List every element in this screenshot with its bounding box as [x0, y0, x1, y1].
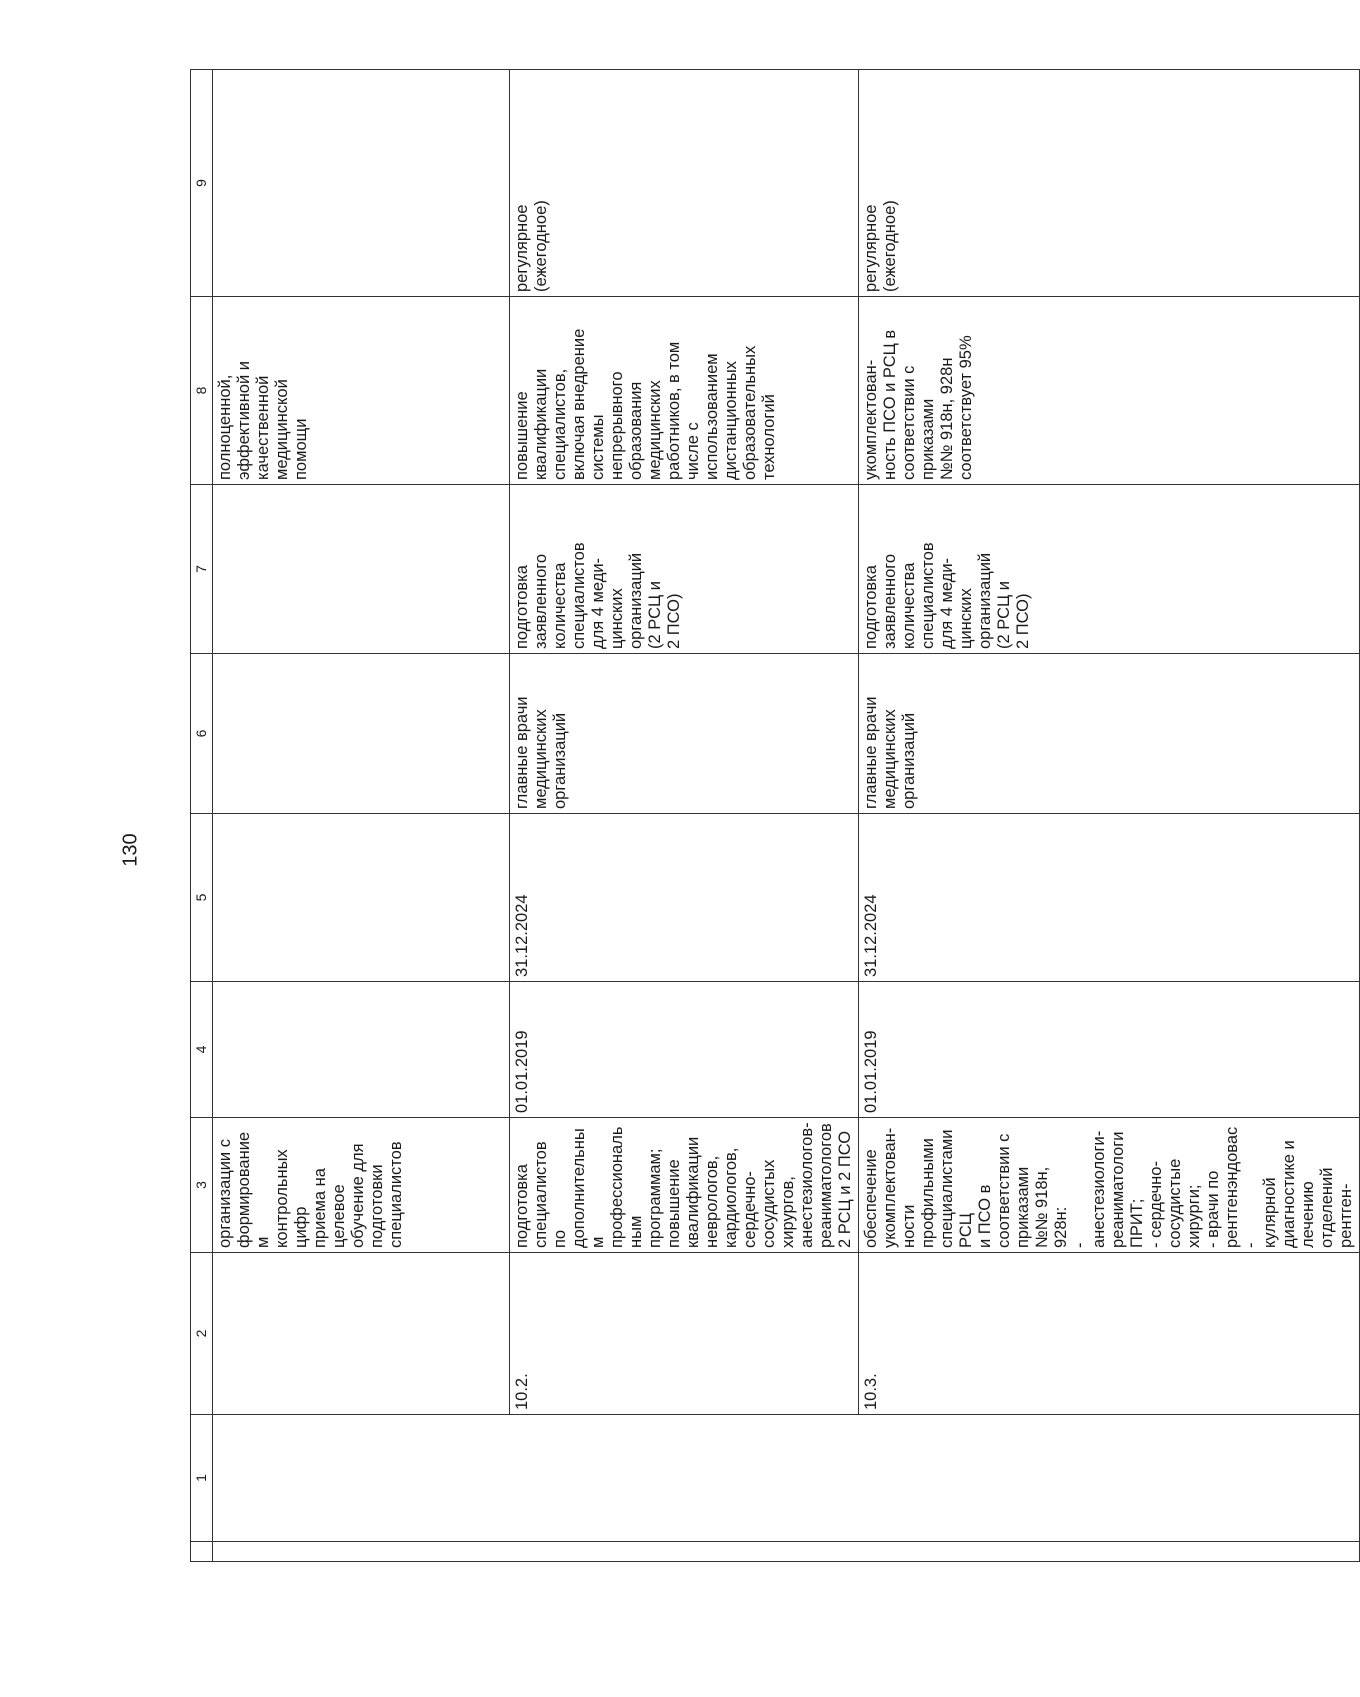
header-gap — [191, 1542, 213, 1562]
table-cell-col-5 — [510, 814, 859, 982]
header-cell: 5 — [191, 814, 213, 982]
cell-text: подготовка заявленного количества специалистов для 4 меди- цинских организаций (2 РСЦ и 2 ПСО) — [862, 542, 1032, 649]
header-cell: 3 — [191, 1118, 213, 1253]
cell-text: организации с формированием контрольных цифр приема на целевое обучение для подготовки специалистов — [216, 1131, 405, 1248]
header-cell: 7 — [191, 485, 213, 654]
table-row — [213, 70, 510, 1562]
header-cell: 2 — [191, 1253, 213, 1415]
table-cell-col-6 — [213, 654, 510, 814]
table-cell-col-6 — [859, 654, 1360, 814]
header-cell: 4 — [191, 982, 213, 1118]
cell-text: повышение квалификации специалистов, включая внедрение системы непрерывного образования медицинских работников, в том числе с использованием дистанционных образовательных технологий — [513, 328, 778, 480]
table-cell-col-2 — [510, 1253, 859, 1415]
header-row — [191, 70, 213, 1562]
table-grid — [190, 69, 1360, 1562]
table-cell-col-9 — [510, 70, 859, 297]
cell-text: подготовка специалистов по дополнительным профессиональным программам; повышение квалификации неврологов, кардиологов, сердечно- сосудистых хирургов, анестезиологов- реаниматологов 2 РСЦ и 2 ПСО — [513, 1122, 854, 1248]
cell-text: 31.12.2024 — [513, 894, 531, 977]
cell-text: 01.01.2019 — [513, 1030, 531, 1113]
table-row — [859, 70, 1360, 1562]
cell-text: 10.3. — [862, 1373, 880, 1410]
cell-text: подготовка заявленного количества специалистов для 4 меди- цинских организаций (2 РСЦ и 2 ПСО) — [513, 542, 683, 649]
cell-text: главные врачи медицинских организаций — [513, 696, 569, 809]
header-cell: 6 — [191, 654, 213, 814]
table-cell-col-7 — [859, 485, 1360, 654]
table-cell-col-7 — [510, 485, 859, 654]
header-cell: 9 — [191, 70, 213, 297]
cell-text: обеспечение укомплектован- ности профильными специалистами РСЦ и ПСО в соответствии с приказами №№ 918н, 928н: - анестезиологи- реаниматологи ПРИТ; - сердечно- сосудистые хирурги; - врачи по рентгенэндовас- кулярной диагностике и лечению отделений рентген- — [862, 1126, 1355, 1248]
table-cell-col-3 — [510, 1118, 859, 1253]
table-cell-col-8 — [859, 297, 1360, 485]
cell-text: регулярное (ежегодное) — [862, 200, 899, 292]
table-cell-col-3 — [859, 1118, 1360, 1253]
table-cell-col-8 — [510, 297, 859, 485]
table-cell-col-8 — [213, 297, 510, 485]
cell-text: 10.2. — [513, 1373, 531, 1410]
table-cell-col-9 — [859, 70, 1360, 297]
header-cell: 8 — [191, 297, 213, 485]
table-cell-col-2 — [213, 1253, 510, 1415]
table-cell-col-5 — [859, 814, 1360, 982]
cell-text: 31.12.2024 — [862, 894, 880, 977]
page-number: 130 — [119, 833, 142, 867]
table-cell-col-4 — [859, 982, 1360, 1118]
header-cell: 1 — [191, 1415, 213, 1542]
cell-text: главные врачи медицинских организаций — [862, 696, 918, 809]
table-cell-col-3 — [213, 1118, 510, 1253]
cell-text: укомплектован- ность ПСО и РСЦ в соответствии с приказами №№ 918н, 928н соответствует 95% — [862, 329, 975, 480]
cell-text: 01.01.2019 — [862, 1030, 880, 1113]
column-1-gap — [213, 1542, 1360, 1562]
table-row — [510, 70, 859, 1562]
table-cell-col-5 — [213, 814, 510, 982]
table-cell-col-4 — [510, 982, 859, 1118]
cell-text: полноценной, эффективной и качественной медицинской помощи — [216, 361, 310, 480]
table-cell-col-4 — [213, 982, 510, 1118]
table-cell-col-2 — [859, 1253, 1360, 1415]
table-cell-col-6 — [510, 654, 859, 814]
table-cell-col-9 — [213, 70, 510, 297]
cell-text: регулярное (ежегодное) — [513, 200, 550, 292]
table-cell-col-1 — [213, 1415, 1360, 1542]
table-cell-col-7 — [213, 485, 510, 654]
document-table — [190, 70, 1355, 1562]
